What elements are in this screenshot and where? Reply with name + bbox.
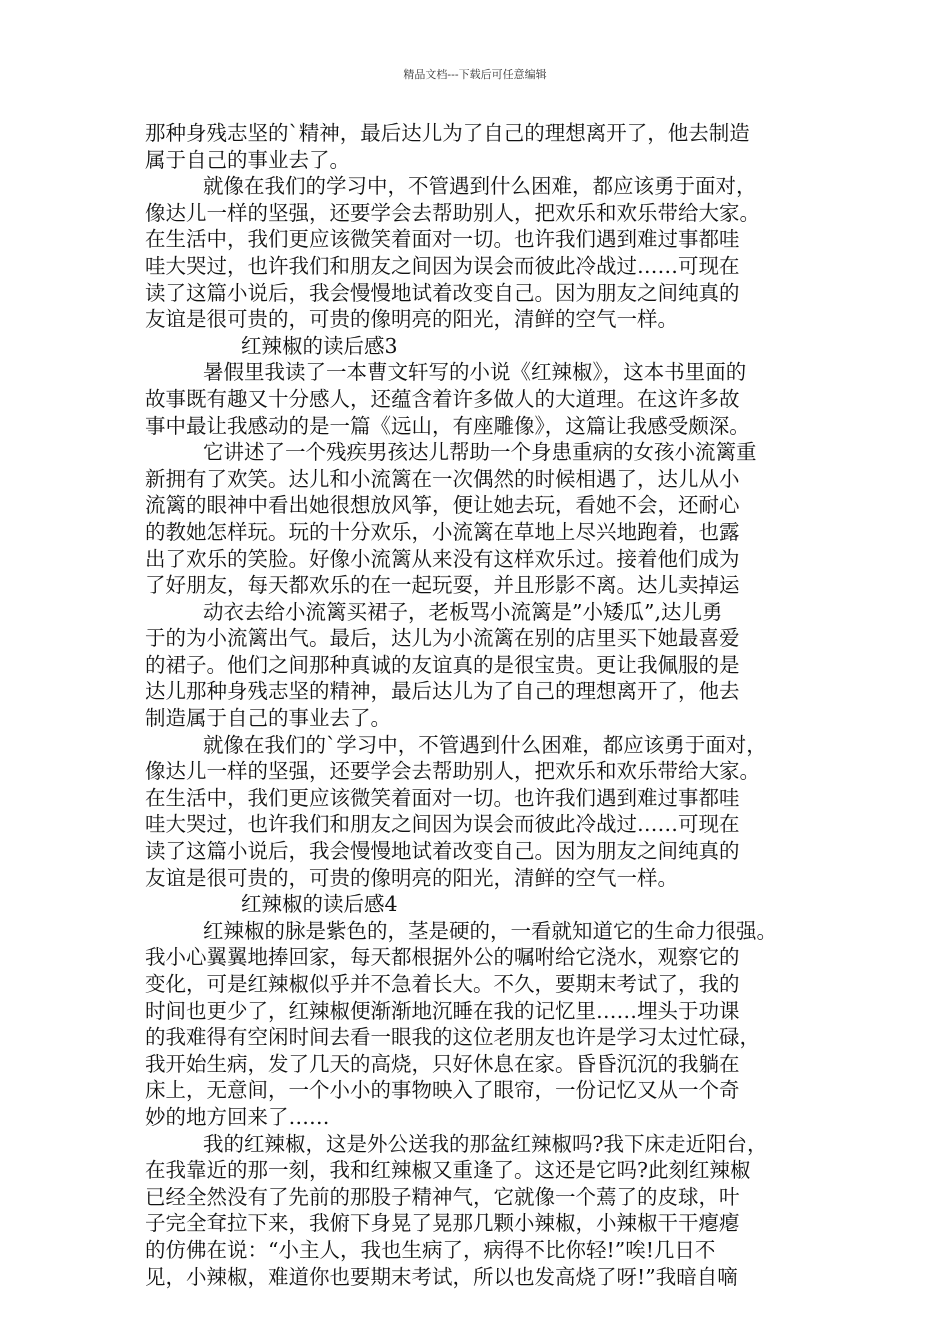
text-line: 已经全然没有了先前的那股子精神气，它就像一个蔫了的皮球，叶	[145, 1184, 740, 1209]
text-line: 我开始生病，发了几天的高烧，只好休息在家。昏昏沉沉的我躺在	[145, 1051, 740, 1076]
text-line: 子完全耷拉下来，我俯下身晃了晃那几颗小辣椒，小辣椒干干瘪瘪	[145, 1211, 740, 1236]
text-line: 在我靠近的那一刻，我和红辣椒又重逢了。这还是它吗?此刻红辣椒	[145, 1158, 751, 1183]
text-line: 像达儿一样的坚强，还要学会去帮助别人，把欢乐和欢乐带给大家。	[145, 759, 760, 784]
text-line: 哇大哭过，也许我们和朋友之间因为误会而彼此冷战过……可现在	[145, 253, 740, 278]
text-line: 我小心翼翼地捧回家，每天都根据外公的嘱咐给它浇水，观察它的	[145, 945, 740, 970]
page-header: 精品文档---下载后可任意编辑	[403, 68, 547, 81]
text-line: 制造属于自己的事业去了。	[145, 706, 391, 731]
text-line: 读了这篇小说后，我会慢慢地试着改变自己。因为朋友之间纯真的	[145, 839, 740, 864]
text-line: 妙的地方回来了……	[145, 1104, 330, 1129]
text-line: 床上，无意间，一个小小的事物映入了眼帘，一份记忆又从一个奇	[145, 1078, 740, 1103]
text-line: 就像在我们的`学习中，不管遇到什么困难，都应该勇于面对，	[203, 732, 767, 757]
text-line: 见，小辣椒，难道你也要期末考试，所以也发高烧了呀!”我暗自嘀	[145, 1264, 738, 1289]
text-line: 的仿佛在说：“小主人，我也生病了，病得不比你轻!”唉!几日不	[145, 1237, 716, 1262]
text-line: 事中最让我感动的是一篇《远山，有座雕像》，这篇让我感受颇深。	[145, 413, 750, 438]
text-line: 故事既有趣又十分感人，还蕴含着许多做人的大道理。在这许多故	[145, 386, 740, 411]
text-line: 于的为小流篱出气。最后，达儿为小流篱在别的店里买下她最喜爱	[145, 626, 740, 651]
text-line: 时间也更少了，红辣椒便渐渐地沉睡在我的记忆里……埋头于功课	[145, 998, 740, 1023]
text-line: 像达儿一样的坚强，还要学会去帮助别人，把欢乐和欢乐带给大家。	[145, 200, 760, 225]
text-line: 变化，可是红辣椒似乎并不急着长大。不久，要期末考试了，我的	[145, 972, 740, 996]
text-line: 的教她怎样玩。玩的十分欢乐，小流篱在草地上尽兴地跑着，也露	[145, 519, 740, 544]
text-line: 友谊是很可贵的，可贵的像明亮的阳光，清鲜的空气一样。	[145, 307, 678, 332]
text-line: 暑假里我读了一本曹文轩写的小说《红辣椒》，这本书里面的	[203, 360, 747, 385]
text-line: 它讲述了一个残疾男孩达儿帮助一个身患重病的女孩小流篱重	[203, 440, 757, 465]
section-heading: 红辣椒的读后感4	[241, 892, 398, 917]
text-line: 红辣椒的脉是紫色的，茎是硬的，一看就知道它的生命力很强。	[203, 918, 777, 943]
text-line: 我的红辣椒，这是外公送我的那盆红辣椒吗?我下床走近阳台，	[203, 1131, 768, 1156]
text-line: 出了欢乐的笑脸。好像小流篱从来没有这样欢乐过。接着他们成为	[145, 546, 740, 571]
text-line: 在生活中，我们更应该微笑着面对一切。也许我们遇到难过事都哇	[145, 227, 740, 252]
text-line: 流篱的眼神中看出她很想放风筝，便让她去玩，看她不会，还耐心	[145, 493, 740, 518]
text-line: 的我难得有空闲时间去看一眼我的这位老朋友也许是学习太过忙碌，	[145, 1025, 760, 1050]
text-line: 哇大哭过，也许我们和朋友之间因为误会而彼此冷战过……可现在	[145, 812, 740, 837]
text-line: 在生活中，我们更应该微笑着面对一切。也许我们遇到难过事都哇	[145, 785, 740, 810]
text-line: 那种身残志坚的`精神，最后达儿为了自己的理想离开了，他去制造	[145, 121, 750, 145]
text-line: 达儿那种身残志坚的精神，最后达儿为了自己的理想离开了，他去	[145, 679, 740, 704]
text-line: 就像在我们的学习中，不管遇到什么困难，都应该勇于面对，	[203, 174, 757, 199]
text-line: 了好朋友，每天都欢乐的在一起玩耍，并且形影不离。达儿卖掉运	[145, 573, 740, 598]
text-line: 的裙子。他们之间那种真诚的友谊真的是很宝贵。更让我佩服的是	[145, 652, 740, 677]
document-body	[145, 120, 825, 1290]
text-line: 动衣去给小流篱买裙子，老板骂小流篱是”小矮瓜”,达儿勇	[203, 599, 723, 624]
text-line: 友谊是很可贵的，可贵的像明亮的阳光，清鲜的空气一样。	[145, 865, 678, 890]
text-line: 新拥有了欢笑。达儿和小流篱在一次偶然的时候相遇了，达儿从小	[145, 466, 740, 491]
text-line: 读了这篇小说后，我会慢慢地试着改变自己。因为朋友之间纯真的	[145, 280, 740, 305]
text-line: 属于自己的事业去了。	[145, 147, 350, 172]
section-heading: 红辣椒的读后感3	[241, 333, 398, 358]
